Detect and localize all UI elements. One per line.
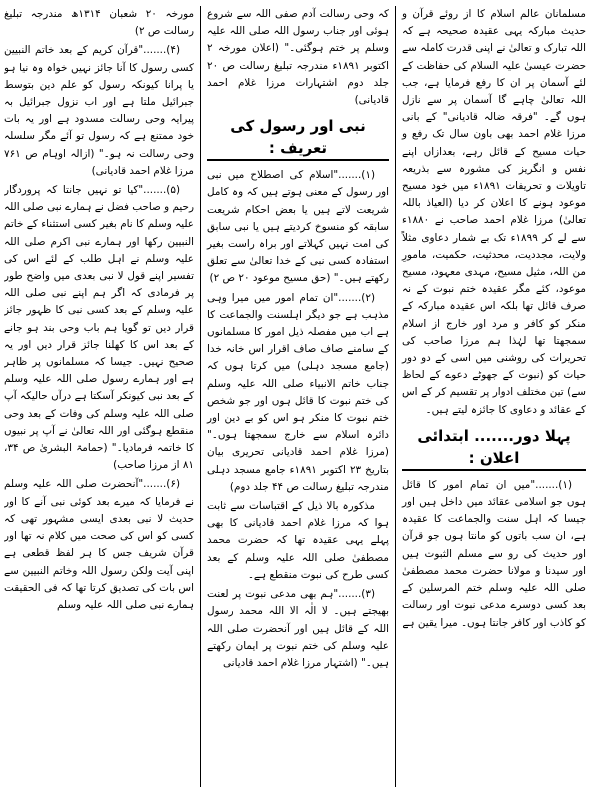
quote-paragraph: (۵)......."کیا تو نہیں جانتا کہ پروردگار رحیم و صاحب فضل نے ہمارے نبی صلی اللہ علیہ وسلم کا نام بغیر کسی استثناء کے خاتم النبیین رکھا اور ہمارے نبی اکرم صلی اللہ علیہ وسلم نے اہل طلب کے لئے اس کی تفسیر اپنے قول لا نبی بعدی میں واضح طور پر فرمادی کہ اگر ہم اپنے نبی صلی اللہ علیہ وسلم کے بعد کسی نبی کا ظہور جائز قرار دیں تو گویا ہم باب وحی بند ہو جانے کے بعد اس کا کھلنا جائز قرار دیں اور یہ صحیح نہیں۔ جیسا کہ مسلمانوں پر ظاہر ہے اور ہمارے رسول صلی اللہ علیہ وسلم کے بعد نبی کیونکر آسکتا ہے درآں حالیکہ آپ صلی اللہ علیہ وسلم کی وفات کے بعد وحی منقطع ہوگئی اور اللہ تعالیٰ نے آپ پر نبیوں کا خاتمہ فرمادیا۔" (حمامۃ البشریٰ ص ۳۴، ۸۱ از مرزا صاحب) [4, 184, 194, 472]
column-left [4, 6, 200, 787]
quote-paragraph: (۱)......."اسلام کی اصطلاح میں نبی اور رسول کے معنی ہوتے ہیں کہ وہ کامل شریعت لاتے ہیں یا بعض احکام شریعت سابقہ کو منسوخ کردیتے ہیں یا نبی سابق کی امت نہیں کہلاتے اور براہ راست بغیر استفادہ کسی نبی کے خدا تعالیٰ سے تعلق رکھتے ہیں۔" (حق مسیح موعود ۲۰ ص ۲) [207, 169, 389, 285]
summary-paragraph: مذکورہ بالا ذیل کے اقتباسات سے ثابت ہوا کہ مرزا غلام احمد قادیانی کا بھی پہلے یہی عقیدہ تھا کہ حضرت محمد مصطفیٰ صلی اللہ علیہ وسلم کے بعد کسی طرح کی نبوت منقطع ہے۔ [207, 500, 389, 581]
quote-paragraph: (۲)......."ان تمام امور میں میرا وہی مذہب ہے جو دیگر اہلسنت والجماعت کا ہے اب میں مفصلہ ذیل امور کا مسلمانوں کے سامنے صاف صاف اقرار اس خانہ خدا (جامع مسجد دہلی) میں کرتا ہوں کہ جناب خاتم الانبیاء صلی اللہ علیہ وسلم کی ختم نبوت کا قائل ہوں اور جو شخص ختم نبوت کا منکر ہو اس کو بے دین اور دائرہ اسلام سے خارج سمجھتا ہوں۔" (مرزا غلام احمد قادیانی تحریری بیان بتاریخ ۲۳ اکتوبر ۱۸۹۱ء جامع مسجد دہلی مندرجہ تبلیغ رسالت ص ۴۴ جلد دوم) [207, 291, 389, 493]
document-page [4, 6, 586, 787]
heading-text: پہلا دور....... ابتدائی اعلان : [402, 425, 586, 471]
quote-paragraph: (۱)......."میں ان تمام امور کا قائل ہوں جو اسلامی عقائد میں داخل ہیں اور جیسا کہ اہل سنت والجماعت کا عقیدہ ہے، ان سب باتوں کو مانتا ہوں جو قرآن اور حدیث کی رو سے مسلم الثبوت ہیں اور سیدنا و مولانا حضرت محمد مصطفیٰ صلی اللہ علیہ وسلم ختم المرسلین کے بعد کسی دوسرے مدعی نبوت اور رسالت کو کاذب اور کافر جانتا ہوں۔ میرا یقین ہے [402, 478, 586, 629]
section-heading-definition [207, 115, 389, 161]
quote-paragraph: (۶)......."آنحضرت صلی اللہ علیہ وسلم نے فرمایا کہ میرے بعد کوئی نبی آنے کا اور حدیث لا نبی بعدی ایسی مشہور تھی کہ کسی کو اس کی صحت میں کلام نہ تھا اور قرآن شریف جس کا ہر لفظ قطعی ہے اپنی آیت ولکن رسول اللہ وخاتم النبیین سے اس بات کی تصدیق کرتا تھا کہ فی الحقیقت ہمارے نبی صلی اللہ علیہ وسلم [4, 478, 194, 611]
intro-paragraph: مسلمانان عالم اسلام کا از روئے قرآن و حدیث مبارکہ یہی عقیدہ صحیحہ ہے کہ اللہ تبارک و تعالیٰ نے اپنی قدرت کاملہ سے حضرت عیسیٰ علیہ السلام کی حفاظت کے لئے آسمان پر ان کا رفع فرمایا ہے، جب اللہ تعالیٰ چاہے گا آسمان پر سے نازل ہوں گے۔ "فرقہ ضالہ قادیانی" کے بانی مرزا غلام احمد بھی باون سال تک رفع و حیات مسیح کے قائل رہے، بعدازاں اپنے نفس و انگریز کی مشورہ سے بذریعہ تاویلات و تحریفات ۱۸۹۱ء میں خود مسیح موعود ہونے کا اعلان کر دیا (العیاذ باللہ تعالیٰ) مرزا غلام احمد صاحب نے ۱۸۸۰ء سے لے کر ۱۸۹۹ء تک بے شمار دعاوی مثلاً ولایت، مجددیت، محدثیت، حکمیت، مامورِ من اللہ، مثیل مسیح، مہدی معہود، مسیح موعود، کئے مگر عقیدہ ختم نبوت کے نہ صرف قائل تھا بلکہ اس عقیدہ مبارکہ کے منکر کو کافر و مرد اور خارج از اسلام سمجھتا تھا لہٰذا ہم مرزا صاحب کی تحریرات کی روشنی میں اسی کے دو دور حیات کو (نبوت کے جھوٹے دعوے کے لحاظ سے) تین مختلف ادوار پر تقسیم کر کے اس کے عقائد و دعاوی کا جائزہ لیتے ہیں۔ [402, 8, 586, 416]
column-right [396, 6, 586, 787]
continued-paragraph: مورخہ ۲۰ شعبان ۱۳۱۴ھ مندرجہ تبلیغ رسالت ص ۲) [4, 8, 195, 38]
quote-paragraph: (۴)......."قرآن کریم کے بعد خاتم النبیین کسی رسول کا آنا جائز نہیں خواہ وہ نیا ہو یا پرانا کیونکہ رسول کو علم دین بتوسط جبرائیل ملتا ہے اور اب نزول جبرائیل بہ پیرایہ وحی رسالت مسدود ہے اور یہ بات خود ممتنع ہے کہ رسول تو آئے مگر سلسلہ وحی رسالت نہ ہو۔" (ازالہ اوہام ص ۷۶۱ مرزا غلام احمد قادیانی) [4, 44, 194, 177]
quote-paragraph: (۳)......."ہم بھی مدعی نبوت پر لعنت بھیجتے ہیں۔ لا الٰہ الا اللہ محمد رسول اللہ کے قائل ہیں اور آنحضرت صلی اللہ علیہ وسلم کی ختم نبوت پر ایمان رکھتے ہیں۔" (اشتہار مرزا غلام احمد قادیانی [207, 588, 389, 669]
column-middle [200, 6, 396, 787]
heading-text: نبی اور رسول کی تعریف : [207, 115, 389, 161]
section-heading-first-period [402, 425, 586, 471]
continued-paragraph: کہ وحی رسالت آدم صفی اللہ سے شروع ہوئی اور جناب رسول اللہ صلی اللہ علیہ وسلم پر ختم ہوگئی۔" (اعلان مورخہ ۲ اکتوبر ۱۸۹۱ء مندرجہ تبلیغ رسالت ص ۲۰ جلد دوم اشتہارات مرزا غلام احمد قادیانی) [207, 8, 389, 107]
